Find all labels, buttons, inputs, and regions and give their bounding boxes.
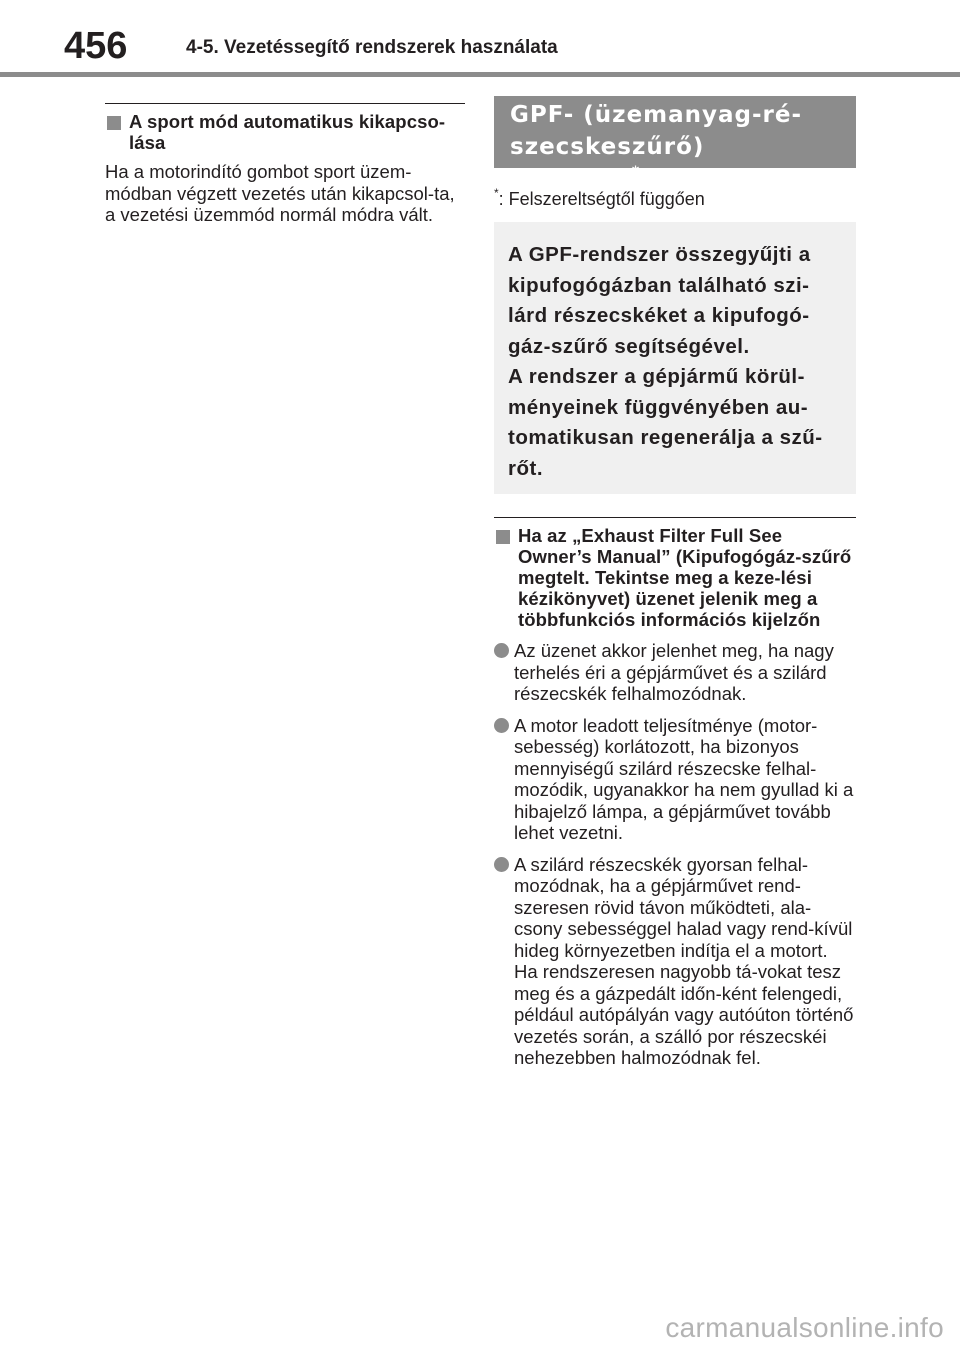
gpf-summary-text: A GPF-rendszer összegyűjti a kipufogógázban található szi- lárd részecskéket a kipufogó- gáz-szűrő segítségével. A rendszer a gépjármű körül- ményeinek függvényében au- tomatikusan regenerálja a szű- rőt. [508,243,823,480]
gpf-summary-box [494,222,856,494]
list-item [494,715,856,844]
page-header [0,0,960,80]
footnote-text: : Felszereltségtől függően [498,189,705,209]
list-item [494,640,856,705]
sport-mode-heading-text: A sport mód automatikus kikapcso-lása [129,111,446,153]
gpf-title-line-2-text: szecskeszűrő) rendszer [510,134,705,192]
left-column [105,103,465,226]
circle-bullet-icon [494,857,509,872]
sport-mode-heading [105,111,465,153]
gpf-title-line-2 [510,131,840,195]
list-item [494,854,856,1069]
gpf-footnote [494,188,856,210]
gpf-title-line-1: GPF- (üzemanyag-ré- [510,102,803,128]
list-item-text: A szilárd részecskék gyorsan felhal-mozódnak, ha a gépjárművet rend-szeresen rövid távon működteti, ala-csony sebességgel halad vagy rend-kívül hideg környezetben indítja el a motort. Ha rendszeresen nagyobb tá-vokat tesz meg és a gázpedált időn-ként felengedi, például autópályán vagy autóúton történő vezetés során, a szálló por részecskéi nehezebben halmozódnak fel. [514,853,854,1068]
exhaust-filter-heading-text: Ha az „Exhaust Filter Full See Owner’s Manual” (Kipufogógáz-szűrő megtelt. Tekintse meg a keze-lési kézikönyvet) üzenet jelenik meg a többfunkciós információs kijelzőn [518,525,852,630]
sport-mode-paragraph: Ha a motorindító gombot sport üzem-módban végzett vezetés után kikapcsol-ta, a vezetési üzemmód normál módra vált. [105,161,455,225]
list-item-text: A motor leadott teljesítménye (motor-sebesség) korlátozott, ha bizonyos mennyiségű szilárd részecske felhal-mozódik, ugyanakkor ha nem gyullad ki a hibajelző lámpa, a gépjárművet tovább lehet vezetni. [514,714,854,843]
footnote-marker: * [494,186,499,200]
watermark: carmanualsonline.info [665,1312,944,1343]
right-column [494,96,856,1069]
square-bullet-icon [496,530,510,544]
header-rule [0,72,960,77]
circle-bullet-icon [494,643,509,658]
circle-bullet-icon [494,718,509,733]
section-rule [105,103,465,104]
list-item-text: Az üzenet akkor jelenhet meg, ha nagy terhelés éri a gépjárművet és a szilárd részecskék felhalmozódnak. [514,640,834,704]
page-number: 456 [64,25,128,67]
exhaust-filter-heading [494,525,856,630]
gpf-title-banner [494,96,856,192]
section-rule [494,517,856,518]
gpf-title-asterisk: * [631,164,641,180]
square-bullet-icon [107,116,121,130]
section-title: 4-5. Vezetéssegítő rendszerek használata [186,37,558,58]
